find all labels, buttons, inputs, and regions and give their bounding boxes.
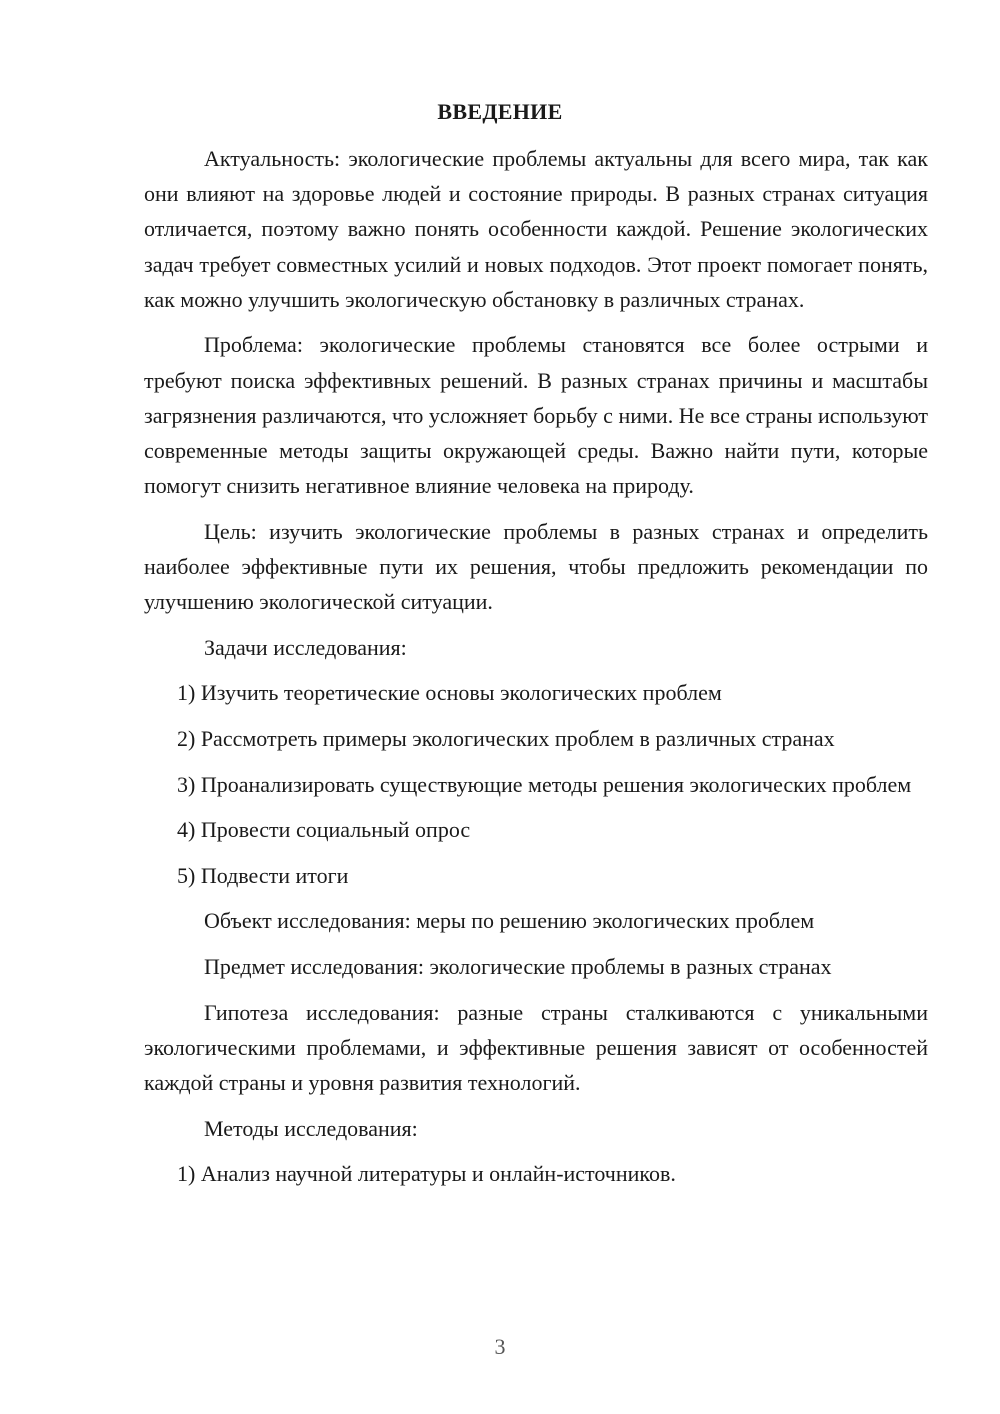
list-item-task-3: 3) Проанализировать существующие методы решения экологических проблем xyxy=(177,771,912,797)
paragraph-hypothesis: Гипотеза исследования: разные страны сталкиваются с уникальными экологическими проблемами, и эффективные решения зависят от особенностей каждой страны и уровня развития технологий. xyxy=(144,999,928,1095)
page-number: 3 xyxy=(494,1334,506,1359)
list-item-method-1: 1) Анализ научной литературы и онлайн-источников. xyxy=(177,1161,676,1187)
paragraph-subject: Предмет исследования: экологические проблемы в разных странах xyxy=(204,953,832,979)
paragraph-object: Объект исследования: меры по решению экологических проблем xyxy=(204,908,815,934)
paragraph-problem: Проблема: экологические проблемы становятся все более острыми и требуют поиска эффективных решений. В разных странах причины и масштабы загрязнения различаются, что усложняет борьбу с ними. Не все страны используют современные методы защиты окружающей среды. Важно найти пути, которые помогут снизить негативное влияние человека на природу. xyxy=(144,332,928,499)
paragraph-goal: Цель: изучить экологические проблемы в разных странах и определить наиболее эффективные пути их решения, чтобы предложить рекомендации по улучшению экологической ситуации. xyxy=(144,518,928,615)
list-item-task-5: 5) Подвести итоги xyxy=(177,862,349,888)
page-title: ВВЕДЕНИЕ xyxy=(437,99,563,124)
paragraph-methods-heading: Методы исследования: xyxy=(204,1115,418,1141)
list-item-task-1: 1) Изучить теоретические основы экологических проблем xyxy=(177,680,722,706)
list-item-task-4: 4) Провести социальный опрос xyxy=(177,817,471,843)
list-item-task-2: 2) Рассмотреть примеры экологических проблем в различных странах xyxy=(177,726,835,751)
paragraph-tasks-heading: Задачи исследования: xyxy=(204,634,407,660)
body-text xyxy=(144,141,928,1202)
paragraph-relevance: Актуальность: экологические проблемы актуальны для всего мира, так как они влияют на здоровье людей и состояние природы. В разных странах ситуация отличается, поэтому важно понять особенности каждой. Решение экологических задач требует совместных усилий и новых подходов. Этот проект помогает понять, как можно улучшить экологическую обстановку в различных странах. xyxy=(144,146,928,312)
